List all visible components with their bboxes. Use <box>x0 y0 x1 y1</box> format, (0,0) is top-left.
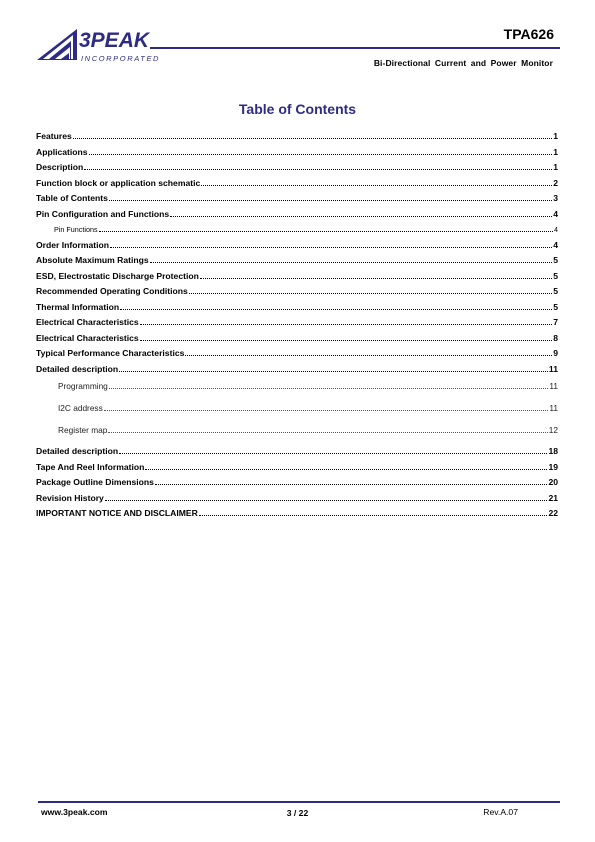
toc-entry-label: IMPORTANT NOTICE AND DISCLAIMER <box>36 508 198 518</box>
toc-entry-page: 4 <box>554 225 558 234</box>
toc-leader-dots <box>110 239 552 248</box>
toc-leader-dots <box>170 208 552 217</box>
toc-entry-page: 8 <box>553 333 558 343</box>
toc-leader-dots <box>199 507 548 516</box>
toc-entry-page: 5 <box>553 271 558 281</box>
toc-entry-label: Electrical Characteristics <box>36 317 139 327</box>
toc-entry[interactable] <box>36 507 558 519</box>
toc-leader-dots <box>150 254 553 263</box>
toc-leader-dots <box>119 363 548 372</box>
toc-entry[interactable] <box>36 363 558 375</box>
toc-entry[interactable] <box>36 424 558 436</box>
toc-entry-label: Absolute Maximum Ratings <box>36 255 149 265</box>
toc-entry-label: Pin Configuration and Functions <box>36 209 170 219</box>
toc-leader-dots <box>145 461 547 470</box>
toc-entry[interactable] <box>36 445 558 457</box>
toc-entry-label: Programming <box>58 381 108 391</box>
footer-rule <box>38 801 560 803</box>
toc-entry-label: Thermal Information <box>36 302 120 312</box>
toc-entry-page: 1 <box>553 131 558 141</box>
toc-entry-label: Function block or application schematic <box>36 178 201 188</box>
toc-leader-dots <box>140 332 553 341</box>
toc-entry-label: Description <box>36 162 84 172</box>
toc-entry-label: Detailed description <box>36 364 119 374</box>
toc-entry-page: 11 <box>548 364 558 374</box>
logo-text: 3PEAK <box>79 29 150 52</box>
toc-entry-page: 22 <box>548 508 558 518</box>
toc-entry-label: Recommended Operating Conditions <box>36 286 188 296</box>
toc-leader-dots <box>189 285 552 294</box>
toc-entry[interactable] <box>36 492 558 504</box>
toc-leader-dots <box>185 347 552 356</box>
toc-entry[interactable] <box>36 461 558 473</box>
header-rule <box>150 47 560 49</box>
toc-entry[interactable] <box>36 239 558 251</box>
toc-leader-dots <box>105 492 548 501</box>
toc-entry[interactable] <box>36 146 558 158</box>
toc-entry-page: 5 <box>553 286 558 296</box>
toc-entry-page: 19 <box>548 462 558 472</box>
toc-entry[interactable] <box>36 332 558 344</box>
company-logo <box>37 25 167 65</box>
toc-entry-page: 4 <box>553 240 558 250</box>
toc-entry-label: Typical Performance Characteristics <box>36 348 185 358</box>
toc-entry-page: 4 <box>553 209 558 219</box>
toc-entry-label: ESD, Electrostatic Discharge Protection <box>36 271 199 281</box>
toc-entry-label: Order Information <box>36 240 110 250</box>
toc-entry-page: 5 <box>553 255 558 265</box>
toc-entry[interactable] <box>36 285 558 297</box>
toc-entry-page: 5 <box>553 302 558 312</box>
toc-leader-dots <box>155 476 547 485</box>
toc-entry-label: Applications <box>36 147 88 157</box>
toc-title: Table of Contents <box>238 101 357 117</box>
toc-entry[interactable] <box>36 161 558 173</box>
toc-leader-dots <box>109 380 549 389</box>
toc-entry-page: 7 <box>553 317 558 327</box>
toc-entry-label: Revision History <box>36 493 104 503</box>
toc-entry-page: 18 <box>548 446 558 456</box>
toc-entry-label: Tape And Reel Information <box>36 462 145 472</box>
toc-entry[interactable] <box>36 380 558 392</box>
toc-leader-dots <box>104 402 549 411</box>
toc-leader-dots <box>84 161 552 170</box>
toc-entry[interactable] <box>36 130 558 142</box>
toc-entry[interactable] <box>36 192 558 204</box>
document-subtitle: Bi-Directional Current and Power Monitor <box>373 58 553 68</box>
product-id: TPA626 <box>503 26 554 42</box>
toc-leader-dots <box>108 424 547 433</box>
toc-entry-label: I2C address <box>58 403 103 413</box>
toc-entry-page: 20 <box>548 477 558 487</box>
revision-label: Rev.A.07 <box>483 807 518 817</box>
footer-url[interactable]: www.3peak.com <box>41 807 108 817</box>
toc-leader-dots <box>201 177 552 186</box>
toc-leader-dots <box>120 301 552 310</box>
toc-entry[interactable] <box>36 270 558 282</box>
toc-entry[interactable] <box>36 301 558 313</box>
toc-entry[interactable] <box>36 254 558 266</box>
page-number: 3 / 22 <box>286 808 309 818</box>
toc-entry[interactable] <box>36 208 558 220</box>
toc-entry-page: 1 <box>553 147 558 157</box>
toc-leader-dots <box>200 270 552 279</box>
toc-entry-page: 1 <box>553 162 558 172</box>
toc-leader-dots <box>89 146 553 155</box>
toc-entry-page: 12 <box>548 425 558 435</box>
toc-leader-dots <box>99 223 553 232</box>
toc-entry-label: Features <box>36 131 72 141</box>
toc-leader-dots <box>73 130 552 139</box>
toc-entry-label: Pin Functions <box>54 225 98 234</box>
logo-subtext: INCORPORATED <box>81 54 161 63</box>
toc-entry[interactable] <box>36 316 558 328</box>
toc-entry[interactable] <box>36 223 558 236</box>
toc-entry-page: 3 <box>553 193 558 203</box>
toc-entry[interactable] <box>36 177 558 189</box>
toc-entry-label: Electrical Characteristics <box>36 333 139 343</box>
toc-entry-page: 21 <box>548 493 558 503</box>
toc-entry-label: Table of Contents <box>36 193 108 203</box>
toc-entry-label: Register map <box>58 425 108 435</box>
toc-entry-page: 2 <box>553 178 558 188</box>
toc-entry-page: 11 <box>549 403 558 413</box>
toc-entry[interactable] <box>36 347 558 359</box>
toc-entry[interactable] <box>36 476 558 488</box>
toc-entry-page: 9 <box>553 348 558 358</box>
toc-leader-dots <box>109 192 552 201</box>
toc-entry-page: 11 <box>549 381 558 391</box>
toc-entry-label: Package Outline Dimensions <box>36 477 154 487</box>
toc-leader-dots <box>119 445 547 454</box>
toc-leader-dots <box>140 316 553 325</box>
toc-entry-label: Detailed description <box>36 446 119 456</box>
toc-entry[interactable] <box>36 402 558 414</box>
